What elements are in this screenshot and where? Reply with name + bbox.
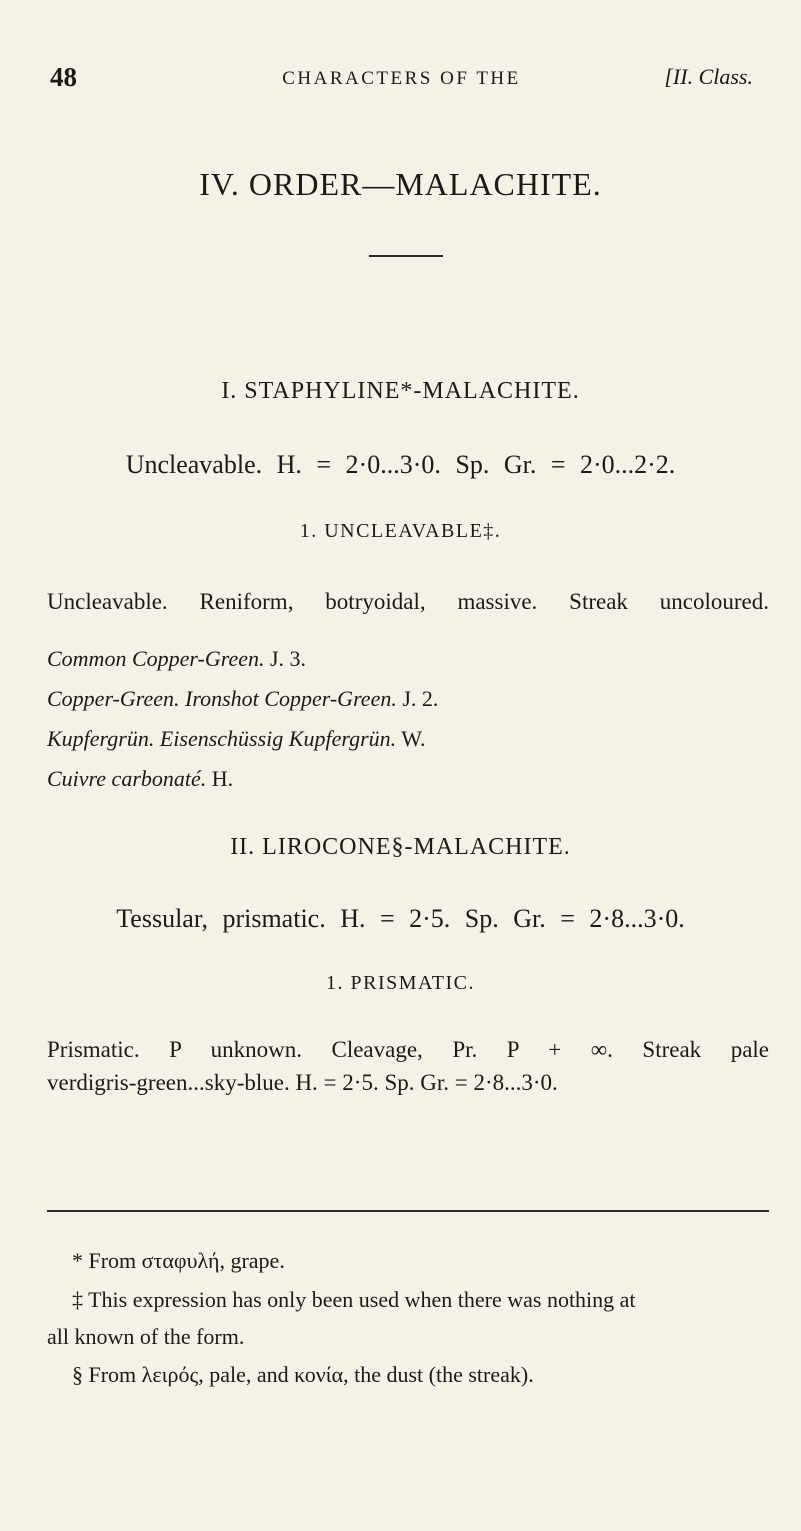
footnote: [72, 1248, 285, 1274]
footnote: [72, 1287, 636, 1313]
genus-1-heading: I. STAPHYLINE*-MALACHITE.: [221, 378, 580, 404]
species-2-description-line-2: verdigris-green...sky-blue. H. = 2·5. Sp. Gr. = 2·8...3·0.: [47, 1070, 558, 1095]
synonym-ref: W.: [401, 726, 426, 751]
genus-1-characters: Uncleavable. H. = 2·0...3·0. Sp. Gr. = 2·0...2·2.: [125, 450, 676, 479]
short-rule: [369, 255, 443, 257]
footnote-text: From λειρός, pale, and κονία, the dust (the streak).: [88, 1362, 534, 1387]
running-head: [50, 62, 753, 102]
synonym-name: Kupfergrün. Eisenschüssig Kupfergrün.: [47, 726, 397, 751]
synonym-name: Cuivre carbonaté.: [47, 766, 207, 791]
synonym-name: Copper-Green. Ironshot Copper-Green.: [47, 686, 397, 711]
synonym-ref: H.: [211, 766, 234, 791]
footnote-continuation: [47, 1324, 244, 1350]
species-1-heading: 1. UNCLEAVABLE‡.: [299, 520, 502, 542]
footnote-rule: [47, 1210, 769, 1212]
synonym-name: Common Copper-Green.: [47, 646, 265, 671]
species-2-description-line-1: Prismatic. P unknown. Cleavage, Pr. P + ∞. Streak pale: [47, 1037, 769, 1062]
running-title: CHARACTERS OF THE: [282, 68, 521, 89]
synonym-ref: J. 2.: [402, 686, 439, 711]
footnote-text: all known of the form.: [47, 1324, 245, 1349]
synonym-line: [47, 686, 438, 712]
class-label: [II. Class.: [664, 64, 753, 89]
order-title: IV. ORDER—MALACHITE.: [199, 166, 602, 202]
synonym-line: [47, 766, 233, 792]
footnote-mark: ‡: [72, 1287, 83, 1312]
synonym-line: [47, 646, 306, 672]
page-number: 48: [50, 62, 77, 92]
genus-2-characters: Tessular, prismatic. H. = 2·5. Sp. Gr. = 2·8...3·0.: [116, 904, 685, 933]
species-1-description: Uncleavable. Reniform, botryoidal, massive. Streak uncoloured.: [47, 589, 769, 614]
footnote-text: This expression has only been used when there was nothing at: [88, 1287, 636, 1312]
synonym-line: [47, 726, 426, 752]
footnote-mark: §: [72, 1362, 83, 1387]
footnote-mark: *: [72, 1248, 83, 1273]
footnote: [72, 1362, 534, 1388]
synonym-ref: J. 3.: [270, 646, 307, 671]
genus-2-heading: II. LIROCONE§-MALACHITE.: [230, 834, 571, 860]
species-2-heading: 1. PRISMATIC.: [326, 972, 475, 994]
footnote-text: From σταφυλή, grape.: [88, 1248, 285, 1273]
